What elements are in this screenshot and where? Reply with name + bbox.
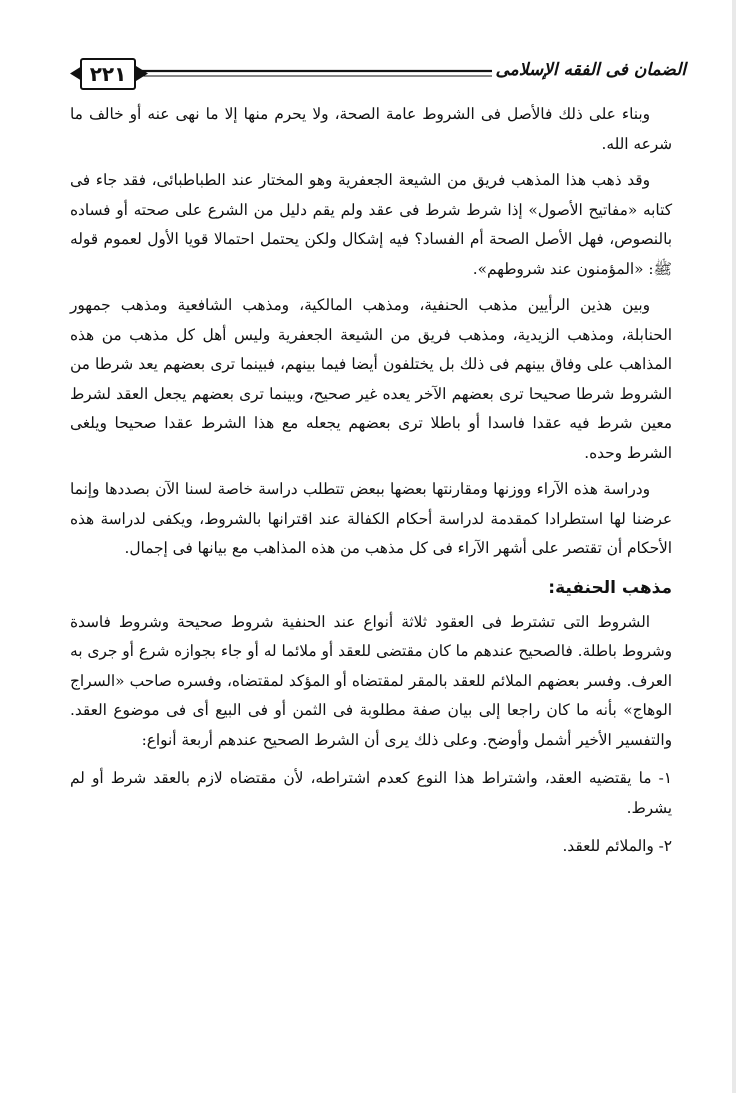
section-heading-hanafi: مذهب الحنفية: [548, 577, 672, 598]
list-item-2: ٢- والملائم للعقد. [562, 837, 672, 855]
running-title: الضمان فى الفقه الإسلامى [495, 60, 686, 80]
paragraph-1: وبناء على ذلك فالأصل فى الشروط عامة الصحة، ولا يحرم منها إلا ما نهى عنه أو خالف ما شرعه الله. [70, 105, 672, 153]
paragraph-5: الشروط التى تشترط فى العقود ثلاثة أنواع عند الحنفية شروط صحيحة وشروط فاسدة وشروط باطلة. فالصحيح عندهم ما كان مقتضى للعقد أو ملائما له أو جاء بجوازه شرع أو جرى به العرف. وفسر بعضهم الملائم للعقد بالمقر لمقتضاه أو المؤكد لمقتضاه، وفسره صاحب «السراج الوهاج» بأنه ما كان راجعا إلى بيان صفة مطلوبة فى الثمن أو فى البيع أى فى موضوع العقد. والتفسير الأخير أشمل وأوضح. وعلى ذلك يرى أن الشرط الصحيح عندهم أربعة أنواع: [70, 612, 672, 749]
paragraph-3: وبين هذين الرأيين مذهب الحنفية، ومذهب المالكية، ومذهب الشافعية ومذهب جمهور الحنابلة، ومذهب الزيدية، ومذهب فريق من الشيعة الجعفرية وليس أهل كل مذهب من هذه المذاهب على وفاق بينهم فى ذلك بل يختلفون أيضا فيما بينهم، فبينما ترى بعضهم يعد شرطا من الشروط شرطا صحيحا ترى بعضهم الآخر يعده غير صحيح، وبينما ترى بعضهم يجعل العقد لشرط معين شرط فيه عقدا فاسدا أو باطلا ترى بعضهم يجعله مع هذا الشرط عقدا صحيحا ويلغى الشرط وحده. [70, 296, 672, 462]
list-item-1: ١- ما يقتضيه العقد، واشتراط هذا النوع كعدم اشتراطه، لأن مقتضاه لازم بالعقد شرط أو لم يشرط. [70, 769, 672, 817]
body-text [70, 100, 672, 862]
page-number: ٢٢١ [80, 58, 136, 90]
paragraph-2: وقد ذهب هذا المذهب فريق من الشيعة الجعفرية وهو المختار عند الطباطبائى، فقد جاء فى كتابه «مفاتيح الأصول» إذا شرط شرط فى عقد ولم يقم دليل من الشرع على صحته أو فساده بالنصوص، فهل الأصل الصحة أم الفساد؟ فيه إشكال ولكن يحتمل احتمالا قويا الأول لعموم قوله ﷺ: «المؤمنون عند شروطهم». [70, 171, 672, 278]
paragraph-4: ودراسة هذه الآراء ووزنها ومقارنتها بعضها ببعض تتطلب دراسة خاصة لسنا الآن بصددها وإنما عرضنا لها استطرادا كمقدمة لدراسة أحكام الكفالة عند اقترانها بالشروط، ويكفى لدراسة هذه الأحكام أن تقتصر على أشهر الآراء فى كل مذهب من هذه المذاهب مع بيانها فى إجمال. [70, 480, 672, 557]
page-header [70, 58, 686, 94]
page-edge-shadow [732, 0, 736, 1093]
